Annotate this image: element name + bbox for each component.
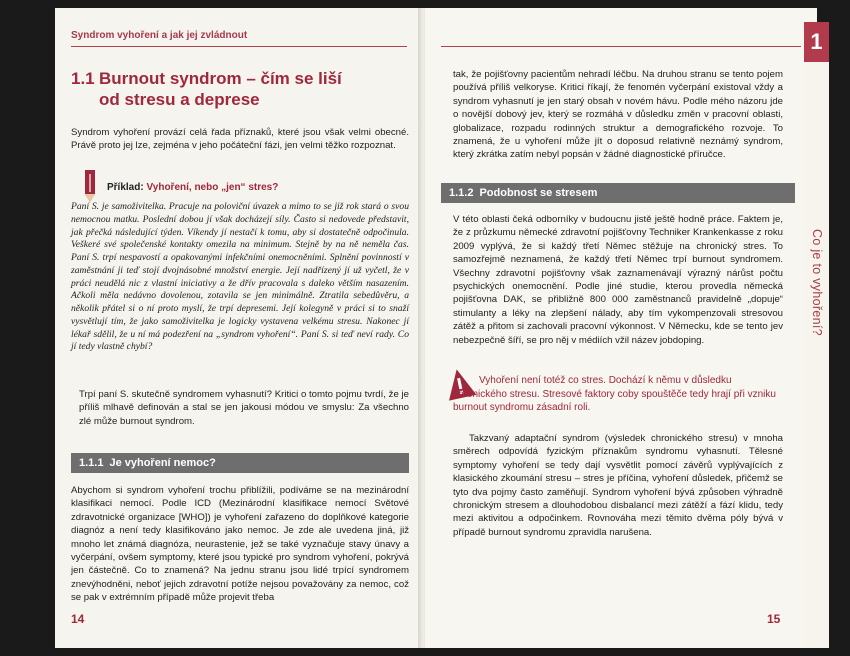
page-number: 15	[767, 612, 781, 626]
section-number: 1.1.1	[79, 457, 104, 469]
header-rule	[71, 46, 407, 47]
top-paragraph: tak, že pojišťovny pacientům nehradí léčbu. Na druhou stranu se tento pojem používá příliš velkoryse. Kritici říkají, že fenomén vyčerpání existoval vždy a syndrom vyhasnutí je jen starý obsah v novém hávu. Podle mého názoru jde o novější dobový jev, který se rozmáhá v důsledku změn v pracovní oblasti, globalizace, rozpadu rodinných struktur a demografického rozvoje. To znamená, že u vyhoření může jít o doposud relativně neznámý syndrom, který zkrátka zatím nebyl popsán v žádné diagnostické příručce.	[453, 69, 783, 161]
section-title: Je vyhoření nemoc?	[109, 457, 216, 469]
example-title: Vyhoření, nebo „jen“ stres?	[146, 182, 279, 193]
final-paragraph: Takzvaný adaptační syndrom (výsledek chronického stresu) v mnoha směrech odpovídá fyzickým příznakům syndromu vyhasnutí. Tělesné symptomy vyhoření se tedy dají vysvětlit pomocí závěrů vyplývajících z klasického zkoumání stresu – stres je příčina, vyhoření důsledek, přičemž se tyto dva pojmy často zaměňují. Syndrom vyhoření bývá způsoben výhradně chronickým stresem a dlouhodobou disbalancí mezi zátěží a fází klidu, tedy mezi aktivitou a odpočinkem. Rovnováha mezi těmito dvěma póly bývá v případě burnout syndromu zpravidla narušena.	[453, 433, 783, 538]
side-title: Co je to vyhoření?	[810, 229, 824, 336]
chapter-tab: 1	[804, 22, 829, 62]
warning-text: Vyhoření není totéž co stres. Dochází k němu v důsledku chronického stresu. Stresové faktory coby spouštěče tedy hrají při vzniku burnout syndromu zásadní roli.	[453, 375, 776, 413]
pencil-icon	[79, 170, 101, 204]
paragraph-after-example: Trpí paní S. skutečně syndromem vyhasnutí? Kritici o tomto pojmu tvrdí, že je příliš mlhavě definován a stal se jen jakousi módou ve smyslu: Za všechno zlé může burnout syndrom.	[79, 389, 409, 427]
side-strip	[804, 62, 829, 648]
section-heading-1-1-2	[441, 183, 795, 203]
section-heading-1-1-1	[71, 453, 409, 473]
right-page	[425, 8, 824, 648]
chapter-number: 1.1	[71, 69, 95, 88]
example-label: Příklad:	[107, 182, 144, 193]
section-number: 1.1.2	[449, 187, 474, 199]
chapter-title-line2: od stresu a deprese	[99, 90, 260, 110]
chapter-title-line1: Burnout syndrom – čím se liší	[99, 69, 342, 88]
chapter-title	[71, 68, 342, 111]
example-heading	[107, 182, 278, 193]
example-text: Paní S. je samoživitelka. Pracuje na poloviční úvazek a mimo to se již rok stará o svou nemocnou matku. Poslední dobou jí však docházejí síly. Často si nedovede představit, jak přečká následující týden. Víkendy jí nestačí k tomu, aby si dostatečně odpočinula. Veškeré své společenské kontakty omezila na minimum. Stejně by na ně neměla čas. Paní S. trpí nespavostí a opakovanými infekčními onemocněními. Splnění povinností v zaměstnání ji teď stojí dvojnásobné množství energie. Její nadřízený jí už vyčetl, že v práci neudělá nic z vlastní iniciativy a že dřív pracovala s daleko větším nasazením. Ačkoli měla nedávno dovolenou, zotavila se jen minimálně. Ztratila sebedůvěru, a několik přátel si o ní proto myslí, že trpí depresemi. Její kolegyně v práci si to snaží vysvětlují tím, že jako samoživitelka je logicky vystavena velkému stresu. Nakonec jí lékař sdělil, že u ní má podezření na „syndrom vyhoření“. Paní S. si teď neví rady. Co jí tedy vlastně chybí?	[71, 201, 409, 353]
section-text: Abychom si syndrom vyhoření trochu přiblížili, podíváme se na mezinárodní klasifikaci nemocí. Podle ICD (Mezinárodní klasifikace nemocí Světové zdravotnické organizace [WHO]) je vyhoření zařazeno do doplňkové kategorie diagnóz a není tedy klasifikováno jako nemoc. Je zde ale uvedena jiná, již mnoho let známá diagnóza, neurastenie, jež se také vyznačuje stavy únavy a vyčerpání, ovšem symptomy, které jsou typické pro syndrom vyhoření, pokrývá jen částečně. Co to znamená? Na jednu stranu jsou lidé trpící syndromem znevýhodněni, neboť jejich zdravotní potíže nejsou považovány za nemoc, což se pak v extrémním případě může projevit třeba	[71, 485, 409, 604]
header-rule	[441, 46, 801, 47]
running-head: Syndrom vyhoření a jak jej zvládnout	[71, 30, 248, 41]
left-page	[55, 8, 423, 648]
section-text: V této oblasti čeká odborníky v budoucnu jistě ještě hodně práce. Faktem je, že z průzkumu německé zdravotní pojišťovny Techniker Krankenkasse z roku 2009 vyplývá, že si každý třetí Němec stěžuje na chronický stres. To samozřejmě neznamená, že každý třetí Němec trpí burnout syndromem. Všechny zdravotní pojišťovny však zaznamenávají výrazný nárůst počtu psychických onemocnění. Podle jiné studie, kterou provedla německá pojišťovna DAK, se přibližně 800 000 zaměstnanců pravidelně „dopuje“ stimulanty a léky na zlepšení nálady, aby tím vykompenzovali stresovou zátěž a přitom si zachovali pracovní výkonnost. V Německu, kde se tento jev nebezpečně šíří, se pro něj v médiích vžil název jobdoping.	[453, 214, 783, 346]
section-title: Podobnost se stresem	[479, 187, 598, 199]
intro-paragraph: Syndrom vyhoření provází celá řada příznaků, které jsou však velmi obecné. Právě proto jej lze, zejména v jeho počáteční fázi, jen velmi těžko rozpoznat.	[71, 127, 409, 152]
page-number: 14	[71, 612, 85, 626]
